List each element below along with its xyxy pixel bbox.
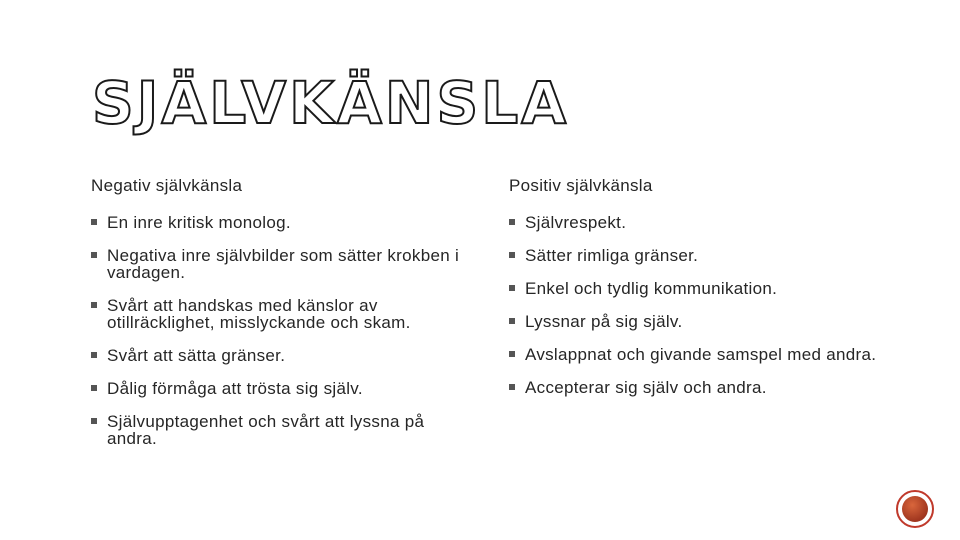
bullet-icon — [509, 384, 515, 390]
slide-badge-icon — [896, 490, 934, 528]
list-item: En inre kritisk monolog. — [91, 214, 466, 231]
bullet-icon — [509, 252, 515, 258]
bullet-icon — [509, 285, 515, 291]
negative-list — [91, 214, 466, 447]
bullet-icon — [509, 318, 515, 324]
negative-column — [91, 176, 466, 463]
list-item: Avslappnat och givande samspel med andra. — [509, 346, 884, 363]
bullet-icon — [91, 302, 97, 308]
positive-list — [509, 214, 884, 396]
list-item: Sätter rimliga gränser. — [509, 247, 884, 264]
list-item: Lyssnar på sig själv. — [509, 313, 884, 330]
list-item: Svårt att handskas med känslor av otillräcklighet, misslyckande och skam. — [91, 297, 466, 331]
list-item: Accepterar sig själv och andra. — [509, 379, 884, 396]
list-item: Självrespekt. — [509, 214, 884, 231]
bullet-icon — [91, 252, 97, 258]
bullet-icon — [91, 352, 97, 358]
list-item: Självupptagenhet och svårt att lyssna på andra. — [91, 413, 466, 447]
bullet-icon — [91, 219, 97, 225]
badge-inner — [902, 496, 928, 522]
page-title: SJÄLVKÄNSLA — [92, 69, 570, 137]
list-item: Negativa inre självbilder som sätter krokben i vardagen. — [91, 247, 466, 281]
list-item: Enkel och tydlig kommunikation. — [509, 280, 884, 297]
bullet-icon — [91, 385, 97, 391]
bullet-icon — [509, 351, 515, 357]
positive-column — [509, 176, 884, 412]
list-item: Svårt att sätta gränser. — [91, 347, 466, 364]
bullet-icon — [91, 418, 97, 424]
positive-heading: Positiv självkänsla — [509, 176, 653, 195]
negative-heading: Negativ självkänsla — [91, 176, 243, 195]
bullet-icon — [509, 219, 515, 225]
list-item: Dålig förmåga att trösta sig själv. — [91, 380, 466, 397]
